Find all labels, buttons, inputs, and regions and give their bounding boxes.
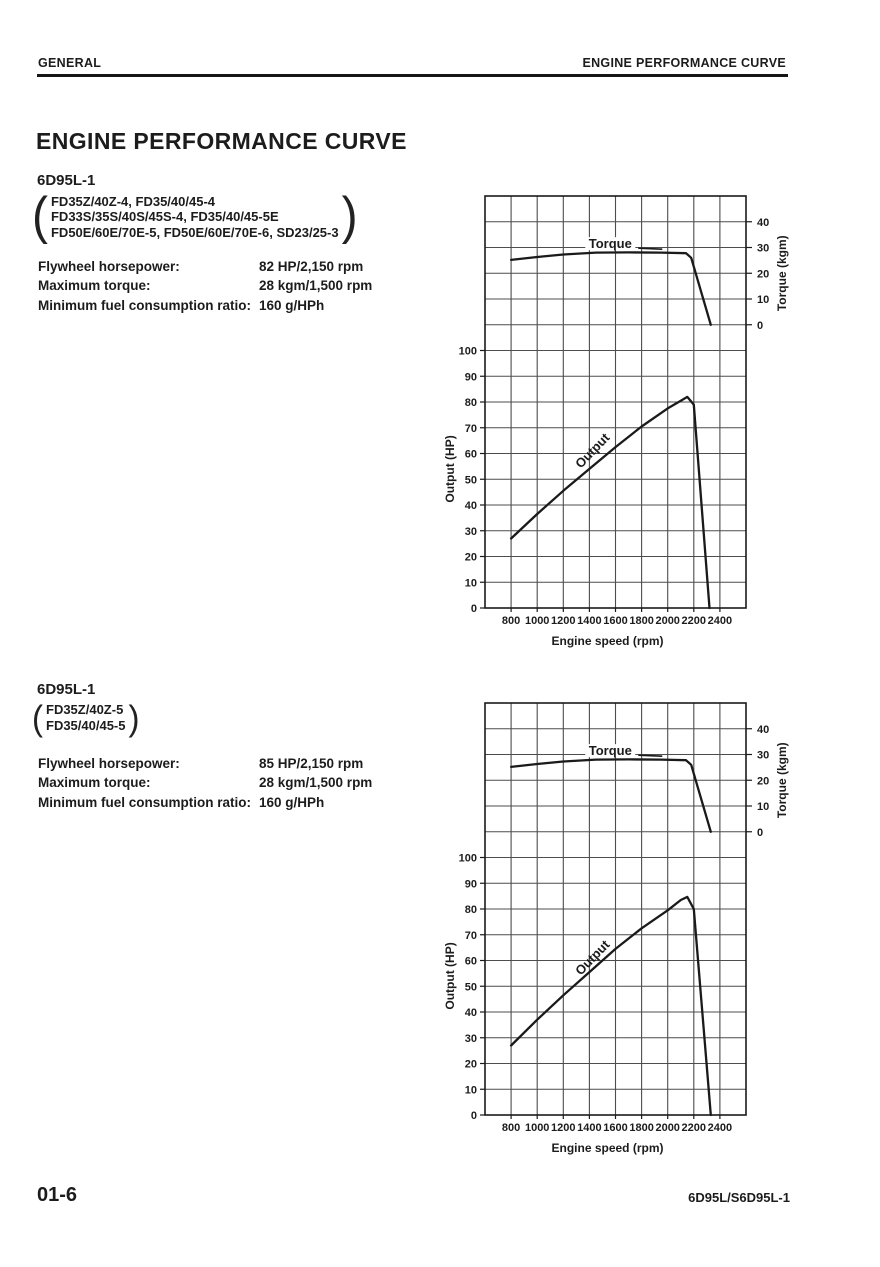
torque-tick-label: 10 — [757, 801, 770, 813]
label-leader-dash — [638, 755, 662, 756]
spec-label: Maximum torque: — [38, 278, 151, 294]
spec-row — [38, 793, 372, 812]
spec-value: 160 g/HPh — [259, 297, 325, 313]
torque-tick-label: 30 — [757, 242, 770, 255]
spec-label: Minimum fuel consumption ratio: — [38, 794, 251, 810]
spec-value: 82 HP/2,150 rpm — [259, 259, 364, 274]
y-tick-label: 70 — [464, 422, 477, 435]
output-curve — [511, 397, 709, 608]
torque-tick-label: 40 — [757, 723, 770, 736]
torque-curve — [511, 252, 711, 324]
y-tick-label: 10 — [464, 1084, 477, 1097]
y-tick-label: 20 — [464, 1058, 477, 1071]
close-paren: ) — [128, 697, 140, 738]
y-tick-label: 80 — [464, 904, 477, 916]
torque-tick-label: 40 — [757, 216, 770, 229]
variant-line: FD33S/35S/40S/45S-4, FD35/40/45-5E — [50, 209, 279, 225]
y-tick-label: 100 — [458, 345, 477, 358]
y-tick-label: 30 — [464, 1032, 477, 1045]
x-tick-label: 1800 — [629, 615, 654, 627]
y-tick-label: 60 — [464, 448, 477, 461]
page-number: 01-6 — [37, 1184, 78, 1206]
x-tick-label: 800 — [501, 1122, 521, 1134]
torque-tick-label: 0 — [757, 826, 764, 839]
x-tick-label: 1200 — [551, 615, 576, 627]
y-tick-label: 90 — [464, 371, 477, 384]
y-tick-label: 50 — [464, 981, 477, 994]
y-tick-label: 40 — [464, 500, 477, 512]
header-rule — [37, 74, 788, 77]
spec-row — [38, 773, 372, 792]
x-tick-label: 1400 — [577, 1122, 602, 1134]
spec-label: Flywheel horsepower: — [38, 756, 180, 771]
torque-curve-label: Torque — [588, 743, 632, 759]
x-tick-label: 2200 — [681, 615, 707, 627]
x-axis-title: Engine speed (rpm) — [551, 634, 664, 648]
torque-tick-label: 20 — [757, 268, 770, 281]
x-tick-label: 2000 — [655, 615, 680, 627]
torque-curve — [511, 759, 711, 831]
variant-line: FD35Z/40Z-4, FD35/40/45-4 — [50, 193, 216, 209]
x-tick-label: 2000 — [655, 1122, 680, 1134]
x-tick-label: 2400 — [707, 1122, 733, 1134]
performance-chart-2 — [437, 695, 809, 1165]
spec-list-1 — [38, 257, 372, 315]
page-title: ENGINE PERFORMANCE CURVE — [36, 128, 407, 154]
y-tick-label: 100 — [458, 852, 477, 865]
spec-label: Minimum fuel consumption ratio: — [38, 297, 251, 313]
model-heading-1: 6D95L-1 — [37, 172, 96, 189]
variant-line: FD35/40/45-5 — [46, 717, 126, 733]
x-tick-label: 1600 — [603, 615, 628, 627]
x-tick-label: 1200 — [551, 1122, 576, 1134]
variant-line: FD35Z/40Z-5 — [46, 701, 124, 717]
torque-tick-label: 20 — [757, 775, 770, 788]
x-tick-label: 1000 — [524, 1122, 550, 1134]
y-tick-label: 30 — [464, 525, 477, 538]
output-axis-title: Output (HP) — [443, 435, 457, 503]
torque-tick-label: 0 — [757, 319, 764, 332]
label-leader-dash — [638, 248, 662, 249]
y-tick-label: 70 — [464, 929, 477, 942]
y-tick-label: 10 — [464, 577, 477, 590]
variant-line: FD50E/60E/70E-5, FD50E/60E/70E-6, SD23/25-3 — [50, 224, 339, 240]
y-tick-label: 40 — [464, 1007, 477, 1019]
x-tick-label: 1000 — [524, 615, 550, 627]
spec-row — [38, 257, 372, 276]
output-curve-label: Output — [572, 937, 613, 979]
y-tick-label: 90 — [464, 878, 477, 891]
x-tick-label: 1600 — [603, 1122, 628, 1134]
torque-tick-label: 10 — [757, 294, 770, 306]
spec-value: 28 kgm/1,500 rpm — [259, 278, 373, 294]
spec-value: 28 kgm/1,500 rpm — [259, 775, 373, 791]
header-chapter-label: ENGINE PERFORMANCE CURVE — [582, 56, 786, 70]
close-paren: ) — [341, 187, 358, 246]
y-tick-label: 80 — [464, 397, 477, 409]
x-tick-label: 1400 — [577, 615, 602, 627]
x-tick-label: 1800 — [629, 1122, 654, 1134]
x-tick-label: 2400 — [707, 615, 733, 627]
open-paren: ( — [32, 187, 48, 246]
x-tick-label: 2200 — [681, 1122, 707, 1134]
torque-curve-label: Torque — [588, 236, 632, 252]
output-axis-title: Output (HP) — [443, 942, 457, 1010]
model-variants-2 — [32, 697, 140, 738]
model-heading-2: 6D95L-1 — [37, 681, 96, 698]
y-tick-label: 0 — [470, 1110, 477, 1122]
open-paren: ( — [32, 697, 43, 738]
header-section-label: GENERAL — [38, 56, 102, 70]
output-curve — [511, 897, 711, 1115]
torque-axis-title: Torque (kgm) — [775, 742, 789, 819]
footer-doc-code: 6D95L/S6D95L-1 — [688, 1190, 790, 1205]
y-tick-label: 60 — [464, 955, 477, 968]
spec-label: Maximum torque: — [38, 775, 151, 791]
torque-axis-title: Torque (kgm) — [775, 235, 789, 312]
spec-value: 160 g/HPh — [259, 794, 325, 810]
spec-label: Flywheel horsepower: — [38, 259, 180, 274]
spec-row — [38, 276, 372, 295]
y-tick-label: 50 — [464, 474, 477, 487]
variant-lines — [43, 702, 129, 733]
performance-chart-1 — [437, 188, 809, 658]
spec-row — [38, 754, 372, 773]
spec-row — [38, 296, 372, 315]
spec-list-2 — [38, 754, 372, 812]
y-tick-label: 0 — [470, 603, 477, 615]
y-tick-label: 20 — [464, 551, 477, 564]
model-variants-1 — [32, 187, 358, 246]
variant-lines — [48, 194, 342, 241]
spec-value: 85 HP/2,150 rpm — [259, 756, 364, 771]
x-tick-label: 800 — [501, 615, 521, 627]
output-curve-label: Output — [572, 430, 613, 472]
x-axis-title: Engine speed (rpm) — [551, 1141, 664, 1155]
torque-tick-label: 30 — [757, 749, 770, 762]
